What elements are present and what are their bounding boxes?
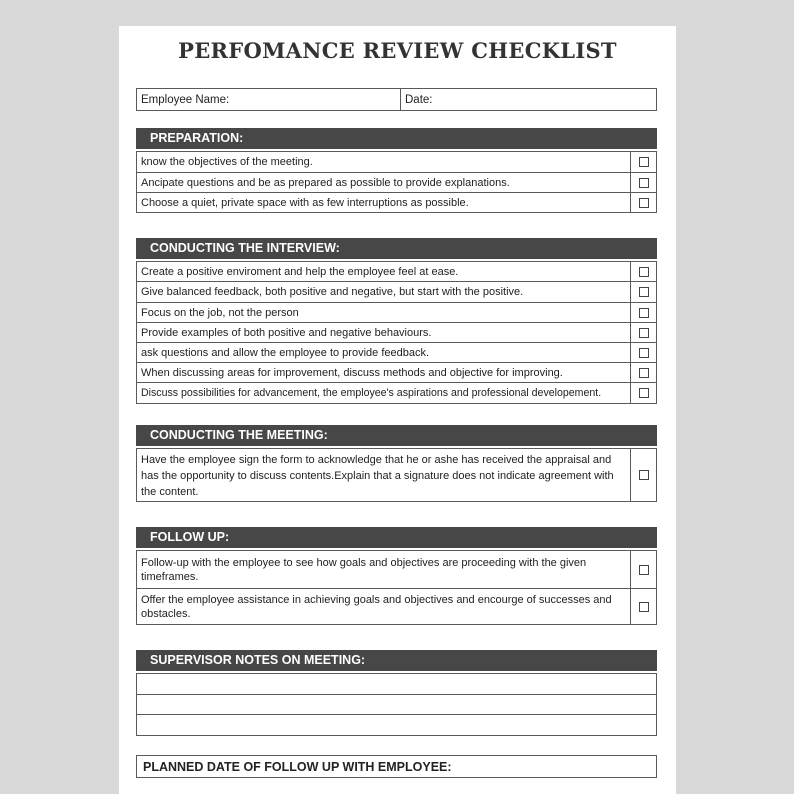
employee-info-row [136,88,657,111]
item-text: Ancipate questions and be as prepared as possible to provide explanations. [137,173,631,192]
checklist-item [137,262,656,282]
item-text: Discuss possibilities for advancement, the employee's aspirations and professional developement. [137,383,631,403]
checklist-item [137,303,656,323]
section-heading: CONDUCTING THE INTERVIEW: [136,238,657,259]
checkbox[interactable] [639,287,649,297]
item-text: Focus on the job, not the person [137,303,631,322]
date-field[interactable]: Date: [405,93,433,106]
section-meeting [136,425,657,502]
page-title: PERFOMANCE REVIEW CHECKLIST [178,38,617,63]
checkbox[interactable] [639,565,649,575]
checklist-item [137,152,656,173]
section-heading: SUPERVISOR NOTES ON MEETING: [136,650,657,671]
checklist-item [137,551,656,589]
checklist-item [137,589,656,625]
section-interview [136,238,657,404]
item-text: Provide examples of both positive and negative behaviours. [137,323,631,342]
checkbox[interactable] [639,602,649,612]
item-text: Follow-up with the employee to see how goals and objectives are proceeding with the given timeframes. [137,551,631,588]
section-heading: PREPARATION: [136,128,657,149]
checklist-item [137,383,656,404]
checkbox[interactable] [639,198,649,208]
checklist-item [137,282,656,303]
checkbox[interactable] [639,267,649,277]
notes-line[interactable] [137,695,656,715]
checkbox[interactable] [639,178,649,188]
checklist-item [137,343,656,363]
checklist-page [119,26,676,794]
checklist-item [137,363,656,383]
notes-line[interactable] [137,674,656,695]
checkbox[interactable] [639,388,649,398]
employee-name-field[interactable]: Employee Name: [137,89,401,110]
section-notes [136,650,657,736]
checkbox[interactable] [639,157,649,167]
planned-followup-date-field[interactable]: PLANNED DATE OF FOLLOW UP WITH EMPLOYEE: [136,755,657,778]
checklist-item [137,323,656,343]
checklist-item [137,449,656,502]
item-text: Create a positive enviroment and help the employee feel at ease. [137,262,631,281]
checklist-item [137,193,656,213]
section-heading: CONDUCTING THE MEETING: [136,425,657,446]
checkbox[interactable] [639,470,649,480]
item-text: ask questions and allow the employee to provide feedback. [137,343,631,362]
checkbox[interactable] [639,328,649,338]
notes-line[interactable] [137,715,656,736]
section-preparation [136,128,657,213]
section-followup [136,527,657,625]
checkbox[interactable] [639,368,649,378]
item-text: When discussing areas for improvement, discuss methods and objective for improving. [137,363,631,382]
item-text: know the objectives of the meeting. [137,152,631,172]
checklist-item [137,173,656,193]
checkbox[interactable] [639,348,649,358]
item-text: Choose a quiet, private space with as few interruptions as possible. [137,193,631,212]
item-text: Give balanced feedback, both positive and negative, but start with the positive. [137,282,631,302]
checkbox[interactable] [639,308,649,318]
item-text: Have the employee sign the form to acknowledge that he or ashe has received the appraisal and has the opportunity to discuss contents.Explain that a signature does not indicate agreement with the content. [137,449,631,501]
section-heading: FOLLOW UP: [136,527,657,548]
item-text: Offer the employee assistance in achieving goals and objectives and encourge of successes and obstacles. [137,589,631,624]
